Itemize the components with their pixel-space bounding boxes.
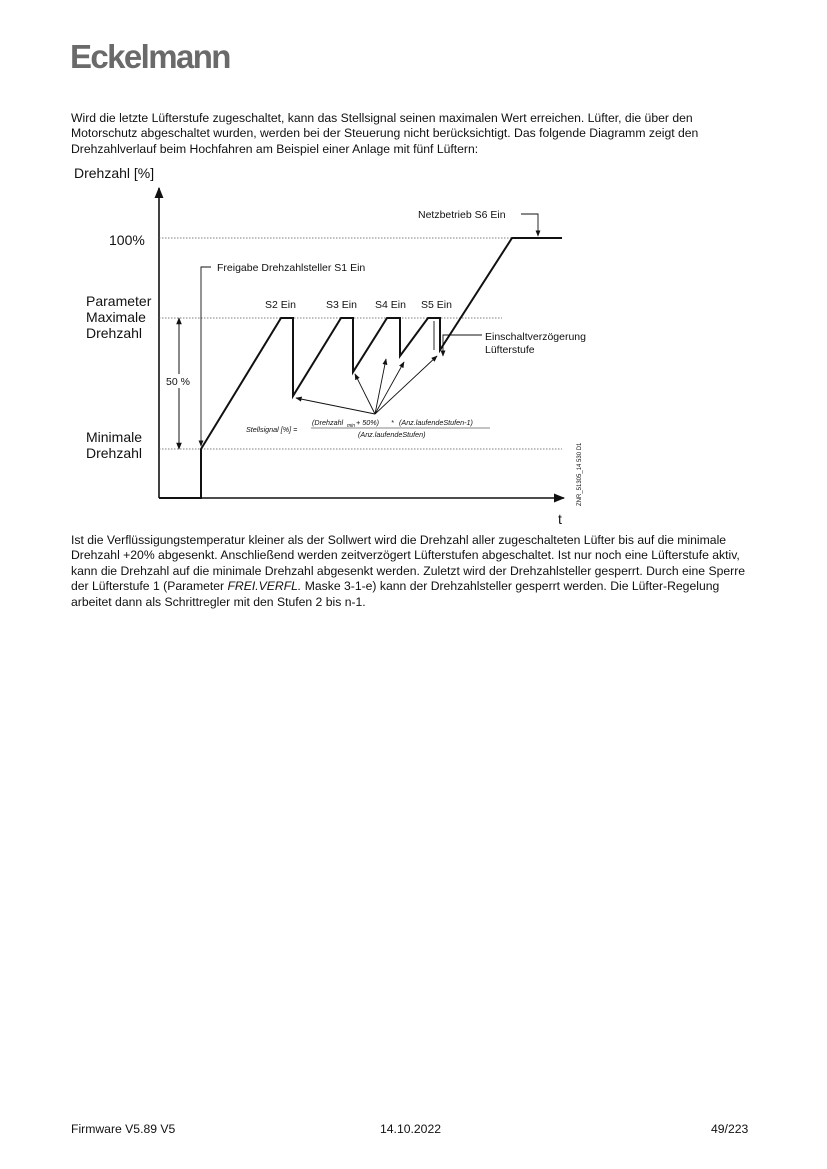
svg-text:+ 50%): + 50%)	[356, 418, 379, 427]
grid-label: Netzbetrieb S6 Ein	[418, 209, 506, 221]
speed-curve	[159, 238, 562, 498]
label-100-percent: 100%	[109, 232, 145, 248]
x-axis-label: t	[558, 511, 562, 527]
release-label: Freigabe Drehzahlsteller S1 Ein	[217, 262, 366, 274]
svg-text:(Anz.laufendeStufen-1): (Anz.laufendeStufen-1)	[399, 418, 473, 427]
stage-label-s5: S5 Ein	[421, 299, 452, 311]
y-axis-label: Drehzahl [%]	[74, 165, 155, 181]
stage-label-s3: S3 Ein	[326, 299, 357, 311]
label-param-max-1: Parameter	[86, 293, 152, 309]
svg-text:(Anz.laufendeStufen): (Anz.laufendeStufen)	[358, 430, 426, 439]
stage-label-s2: S2 Ein	[265, 299, 296, 311]
delay-label-2: Lüfterstufe	[485, 344, 535, 356]
label-param-max-3: Drehzahl	[86, 325, 143, 341]
label-param-max-2: Maximale	[86, 309, 146, 325]
label-min-speed-1: Minimale	[86, 429, 143, 445]
eckelmann-logo: Eckelmann	[70, 38, 230, 75]
stage-label-s4: S4 Ein	[375, 299, 406, 311]
span-label: 50 %	[166, 376, 190, 388]
svg-text:*: *	[391, 418, 394, 427]
drawing-id: ZNR_51305_14 530 D1	[577, 442, 583, 506]
formula-arrows	[296, 356, 437, 414]
footer-page-number: 49/223	[711, 1122, 749, 1136]
delay-label-1: Einschaltverzögerung	[485, 331, 586, 343]
intro-paragraph: Wird die letzte Lüfterstufe zugeschaltet, kann das Stellsignal seinen maximalen Wert erreichen. Lüfter, die über den Motorschutz abgeschaltet wurden, werden bei der Steuerung nicht berücksichtigt. Das folgende Diagramm zeigt den Drehzahlverlauf beim Hochfahren am Beispiel einer Anlage mit fünf Lüftern:	[71, 111, 699, 156]
label-min-speed-2: Drehzahl	[86, 445, 143, 461]
formula	[246, 418, 490, 439]
footer-date: 14.10.2022	[380, 1122, 441, 1136]
svg-text:Stellsignal [%] =: Stellsignal [%] =	[246, 425, 298, 434]
delay-callout	[443, 335, 482, 356]
release-callout	[201, 267, 211, 446]
svg-text:min: min	[347, 423, 356, 429]
parameter-name: FREI.VERFL.	[227, 579, 302, 594]
svg-text:(Drehzahl: (Drehzahl	[312, 418, 344, 427]
footer-firmware: Firmware V5.89 V5	[71, 1122, 176, 1136]
grid-callout	[521, 214, 538, 236]
control-paragraph: Ist die Verflüssigungstemperatur kleiner als der Sollwert wird die Drehzahl aller zugeschalteten Lüfter bis auf die minimale Drehzahl +20% abgesenkt. Anschließend werden zeitverzögert Lüfterstufen abgeschaltet. Ist nur noch eine Lüfterstufe aktiv, kann die Drehzahl auf die minimale Drehzahl abgesenkt werden. Zuletzt wird der Drehzahlsteller gesperrt. Durch eine Sperre der Lüfterstufe 1 (Parameter FREI.VERFL. Maske 3-1-e) kann der Drehzahlsteller gesperrt werden. Die Lüfter-Regelung arbeitet dann als Schrittregler mit den Stufen 2 bis n-1.	[71, 533, 746, 609]
fan-speed-diagram	[62, 160, 602, 535]
